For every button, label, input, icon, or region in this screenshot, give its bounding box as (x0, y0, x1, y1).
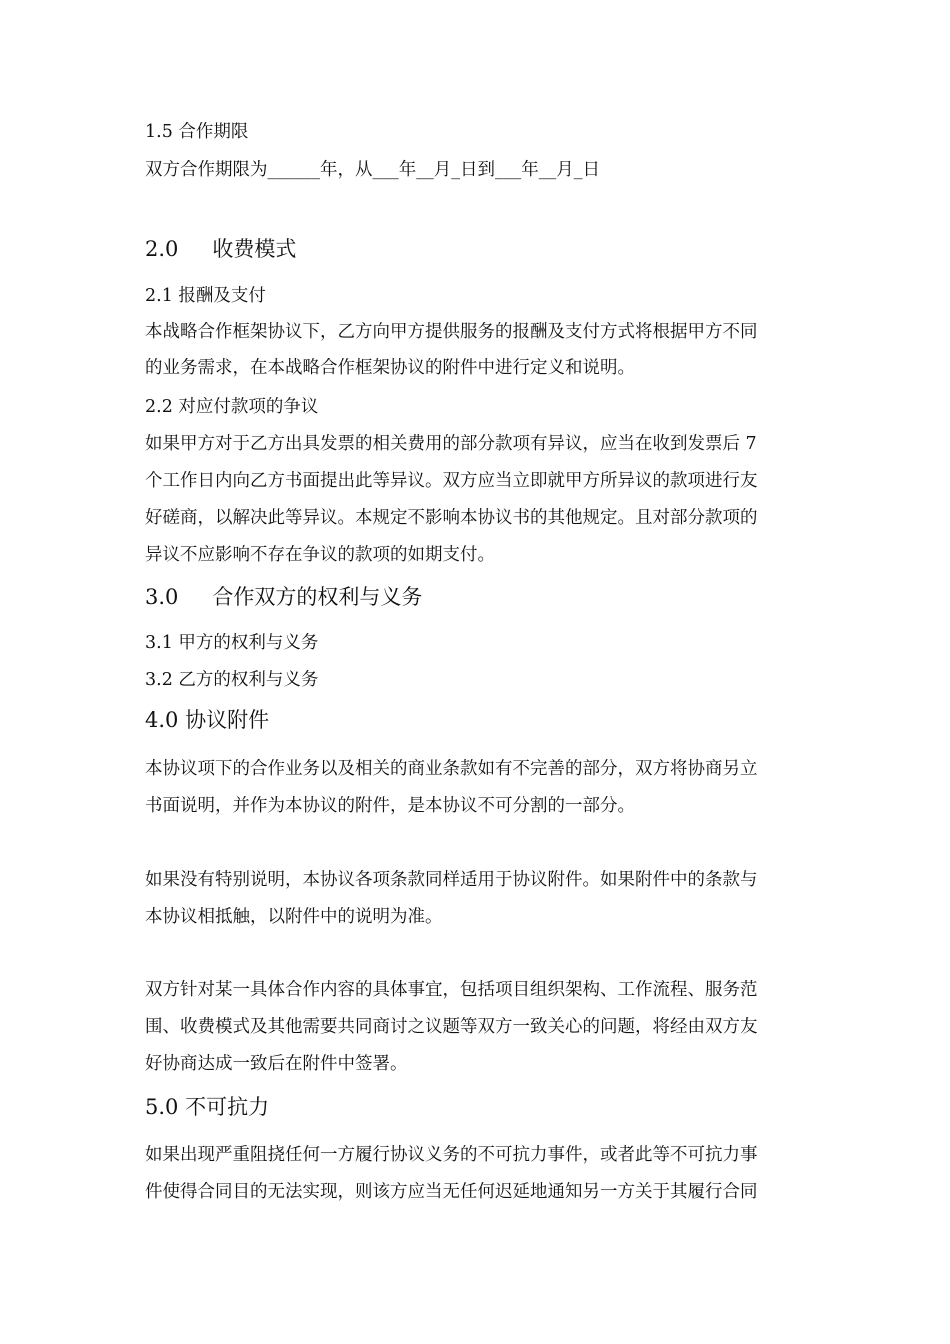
paragraph-line: 异议不应影响不存在争议的款项的如期支付。 (145, 545, 495, 565)
paragraph-line: 好磋商，以解决此等异议。本规定不影响本协议书的其他规定。且对部分款项的 (145, 508, 758, 528)
section-4-heading: 4.0 协议附件 (145, 708, 270, 732)
paragraph-line: 件使得合同目的无法实现，则该方应当无任何迟延地通知另一方关于其履行合同 (145, 1182, 758, 1202)
paragraph-line: 如果没有特别说明，本协议各项条款同样适用于协议附件。如果附件中的条款与 (145, 870, 758, 890)
section-2-2-heading: 2.2 对应付款项的争议 (145, 397, 319, 417)
section-3-title: 合作双方的权利与义务 (212, 585, 423, 609)
paragraph-line: 个工作日内向乙方书面提出此等异议。双方应当立即就甲方所异议的款项进行友 (145, 471, 758, 491)
paragraph-line: 本战略合作框架协议下，乙方向甲方提供服务的报酬及支付方式将根据甲方不同 (145, 322, 758, 342)
paragraph-line: 如果出现严重阻挠任何一方履行协议义务的不可抗力事件，或者此等不可抗力事 (145, 1145, 758, 1165)
paragraph-line: 好协商达成一致后在附件中签署。 (145, 1054, 408, 1074)
paragraph-line: 双方针对某一具体合作内容的具体事宜，包括项目组织架构、工作流程、服务范 (145, 980, 758, 1000)
section-2-number: 2.0 (145, 237, 179, 261)
section-3-1-heading: 3.1 甲方的权利与义务 (145, 633, 319, 653)
paragraph-line: 的业务需求，在本战略合作框架协议的附件中进行定义和说明。 (145, 358, 635, 378)
section-5-heading: 5.0 不可抗力 (145, 1095, 270, 1119)
paragraph-line: 围、收费模式及其他需要共同商讨之议题等双方一致关心的问题，将经由双方友 (145, 1017, 758, 1037)
paragraph-line: 本协议相抵触，以附件中的说明为准。 (145, 907, 443, 927)
section-3-2-heading: 3.2 乙方的权利与义务 (145, 670, 319, 690)
paragraph-line: 本协议项下的合作业务以及相关的商业条款如有不完善的部分，双方将协商另立 (145, 759, 758, 779)
section-1-5-text: 双方合作期限为______年，从___年__月_日到___年__月_日 (145, 160, 600, 180)
section-3-heading (145, 584, 422, 610)
section-1-5-heading: 1.5 合作期限 (145, 122, 249, 142)
paragraph-line: 书面说明，并作为本协议的附件，是本协议不可分割的一部分。 (145, 796, 635, 816)
paragraph-line: 如果甲方对于乙方出具发票的相关费用的部分款项有异议，应当在收到发票后 7 (145, 434, 757, 454)
section-2-1-heading: 2.1 报酬及支付 (145, 286, 266, 306)
section-2-title: 收费模式 (212, 237, 297, 261)
section-3-number: 3.0 (145, 585, 179, 609)
section-2-heading (145, 236, 296, 262)
